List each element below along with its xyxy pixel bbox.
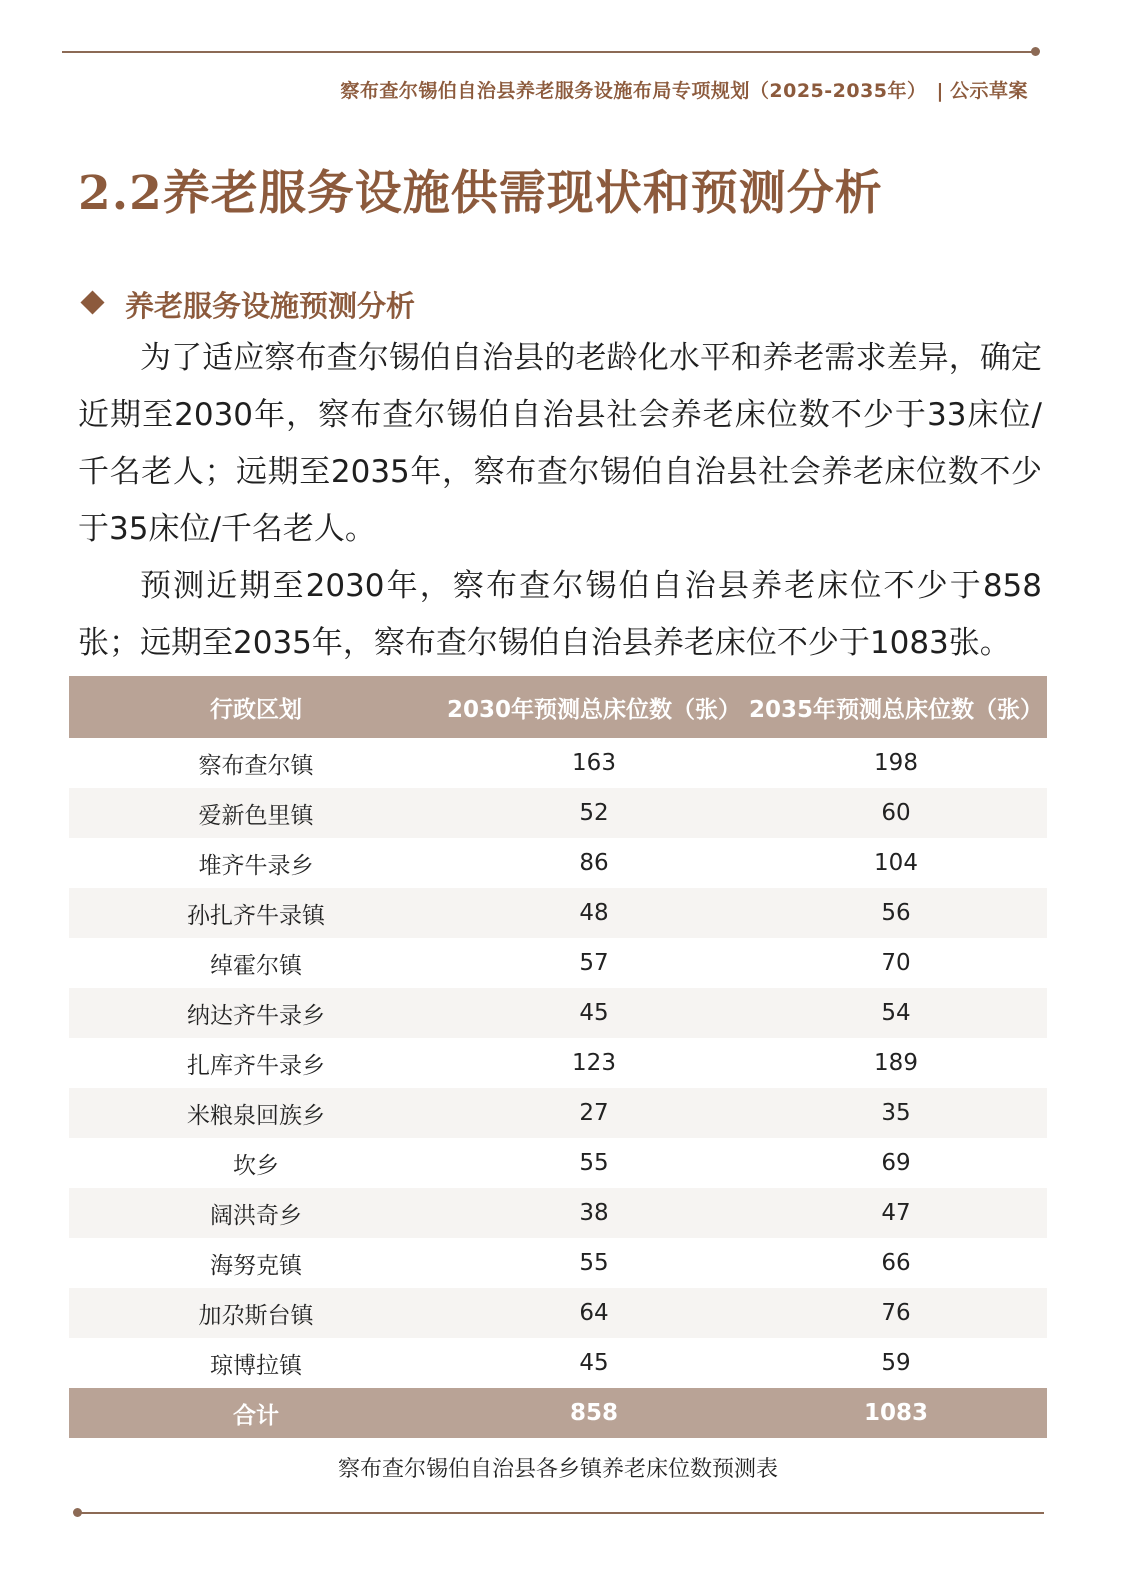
total-label: 合计 bbox=[69, 1388, 443, 1438]
cell-beds-2035: 35 bbox=[745, 1088, 1047, 1138]
cell-district: 坎乡 bbox=[233, 1152, 279, 1179]
column-header-2030: 2030年预测总床位数（张） bbox=[443, 676, 745, 738]
cell-beds-2035: 70 bbox=[881, 950, 911, 976]
footer-rule-dot bbox=[73, 1508, 82, 1517]
diamond-bullet-icon bbox=[80, 290, 104, 314]
cell-beds-2030: 27 bbox=[443, 1088, 745, 1138]
column-header-2035: 2035年预测总床位数（张） bbox=[745, 676, 1047, 738]
cell-district: 阔洪奇乡 bbox=[69, 1188, 443, 1238]
footer-rule bbox=[78, 1512, 1044, 1514]
paragraph: 预测近期至2030年，察布查尔锡伯自治县养老床位不少于858张；远期至2035年，察布查尔锡伯自治县养老床位不少于1083张。 bbox=[78, 568, 1042, 661]
cell-beds-2035: 69 bbox=[881, 1150, 911, 1176]
table-row bbox=[69, 1288, 1047, 1338]
header-rule bbox=[62, 51, 1034, 53]
table-row bbox=[69, 1088, 1047, 1138]
cell-beds-2030: 163 bbox=[572, 750, 616, 776]
cell-beds-2030: 57 bbox=[579, 950, 609, 976]
table-body bbox=[69, 738, 1047, 1388]
table-row bbox=[69, 1138, 1047, 1188]
cell-beds-2030: 55 bbox=[579, 1250, 609, 1276]
cell-district: 琼博拉镇 bbox=[210, 1352, 302, 1379]
header-rule-dot bbox=[1031, 47, 1040, 56]
document-header bbox=[340, 76, 1028, 103]
table-row bbox=[69, 988, 1047, 1038]
cell-district: 堆齐牛录乡 bbox=[198, 852, 314, 879]
cell-district: 察布查尔镇 bbox=[198, 752, 314, 779]
cell-beds-2035: 76 bbox=[745, 1288, 1047, 1338]
cell-beds-2035: 198 bbox=[874, 750, 918, 776]
table-row bbox=[69, 738, 1047, 788]
bed-forecast-table bbox=[69, 676, 1047, 1438]
cell-beds-2030: 86 bbox=[579, 850, 609, 876]
cell-beds-2030: 45 bbox=[579, 1350, 609, 1376]
table-row bbox=[69, 838, 1047, 888]
table-total-row bbox=[69, 1388, 1047, 1438]
table-row bbox=[69, 1338, 1047, 1388]
table-caption: 察布查尔锡伯自治县各乡镇养老床位数预测表 bbox=[337, 1457, 778, 1482]
cell-beds-2030: 48 bbox=[443, 888, 745, 938]
cell-beds-2030: 38 bbox=[443, 1188, 745, 1238]
cell-beds-2035: 189 bbox=[874, 1050, 918, 1076]
cell-beds-2030: 52 bbox=[443, 788, 745, 838]
cell-district: 孙扎齐牛录镇 bbox=[69, 888, 443, 938]
table-row bbox=[69, 788, 1047, 838]
table-row bbox=[69, 1188, 1047, 1238]
cell-beds-2030: 123 bbox=[572, 1050, 616, 1076]
cell-beds-2035: 56 bbox=[745, 888, 1047, 938]
cell-beds-2035: 59 bbox=[881, 1350, 911, 1376]
cell-beds-2035: 60 bbox=[745, 788, 1047, 838]
table-row bbox=[69, 1038, 1047, 1088]
subheading bbox=[84, 284, 415, 325]
cell-beds-2035: 66 bbox=[881, 1250, 911, 1276]
document-status: 公示草案 bbox=[949, 80, 1028, 102]
cell-district: 加尕斯台镇 bbox=[69, 1288, 443, 1338]
table-row bbox=[69, 938, 1047, 988]
cell-beds-2035: 54 bbox=[745, 988, 1047, 1038]
paragraph: 为了适应察布查尔锡伯自治县的老龄化水平和养老需求差异，确定近期至2030年，察布查尔锡伯自治县社会养老床位数不少于33床位/千名老人；远期至2035年，察布查尔锡伯自治县社会养老床位数不少于35床位/千名老人。 bbox=[78, 340, 1042, 547]
column-header-district: 行政区划 bbox=[69, 676, 443, 738]
cell-beds-2035: 104 bbox=[874, 850, 918, 876]
section-heading: 2.2养老服务设施供需现状和预测分析 bbox=[78, 166, 883, 221]
cell-district: 爱新色里镇 bbox=[69, 788, 443, 838]
subheading-text: 养老服务设施预测分析 bbox=[125, 289, 416, 323]
cell-district: 纳达齐牛录乡 bbox=[69, 988, 443, 1038]
body-text bbox=[78, 330, 1042, 672]
cell-beds-2030: 55 bbox=[579, 1150, 609, 1176]
total-2030: 858 bbox=[443, 1388, 745, 1438]
cell-beds-2030: 64 bbox=[443, 1288, 745, 1338]
cell-district: 海努克镇 bbox=[210, 1252, 302, 1279]
table-row bbox=[69, 888, 1047, 938]
header-separator: | bbox=[936, 80, 944, 102]
cell-district: 米粮泉回族乡 bbox=[69, 1088, 443, 1138]
table-header-row bbox=[69, 676, 1047, 738]
table-row bbox=[69, 1238, 1047, 1288]
cell-beds-2030: 45 bbox=[443, 988, 745, 1038]
document-title: 察布查尔锡伯自治县养老服务设施布局专项规划（2025-2035年） bbox=[340, 80, 927, 102]
cell-district: 绰霍尔镇 bbox=[210, 952, 302, 979]
cell-district: 扎库齐牛录乡 bbox=[187, 1052, 325, 1079]
cell-beds-2035: 47 bbox=[745, 1188, 1047, 1238]
total-2035: 1083 bbox=[745, 1388, 1047, 1438]
